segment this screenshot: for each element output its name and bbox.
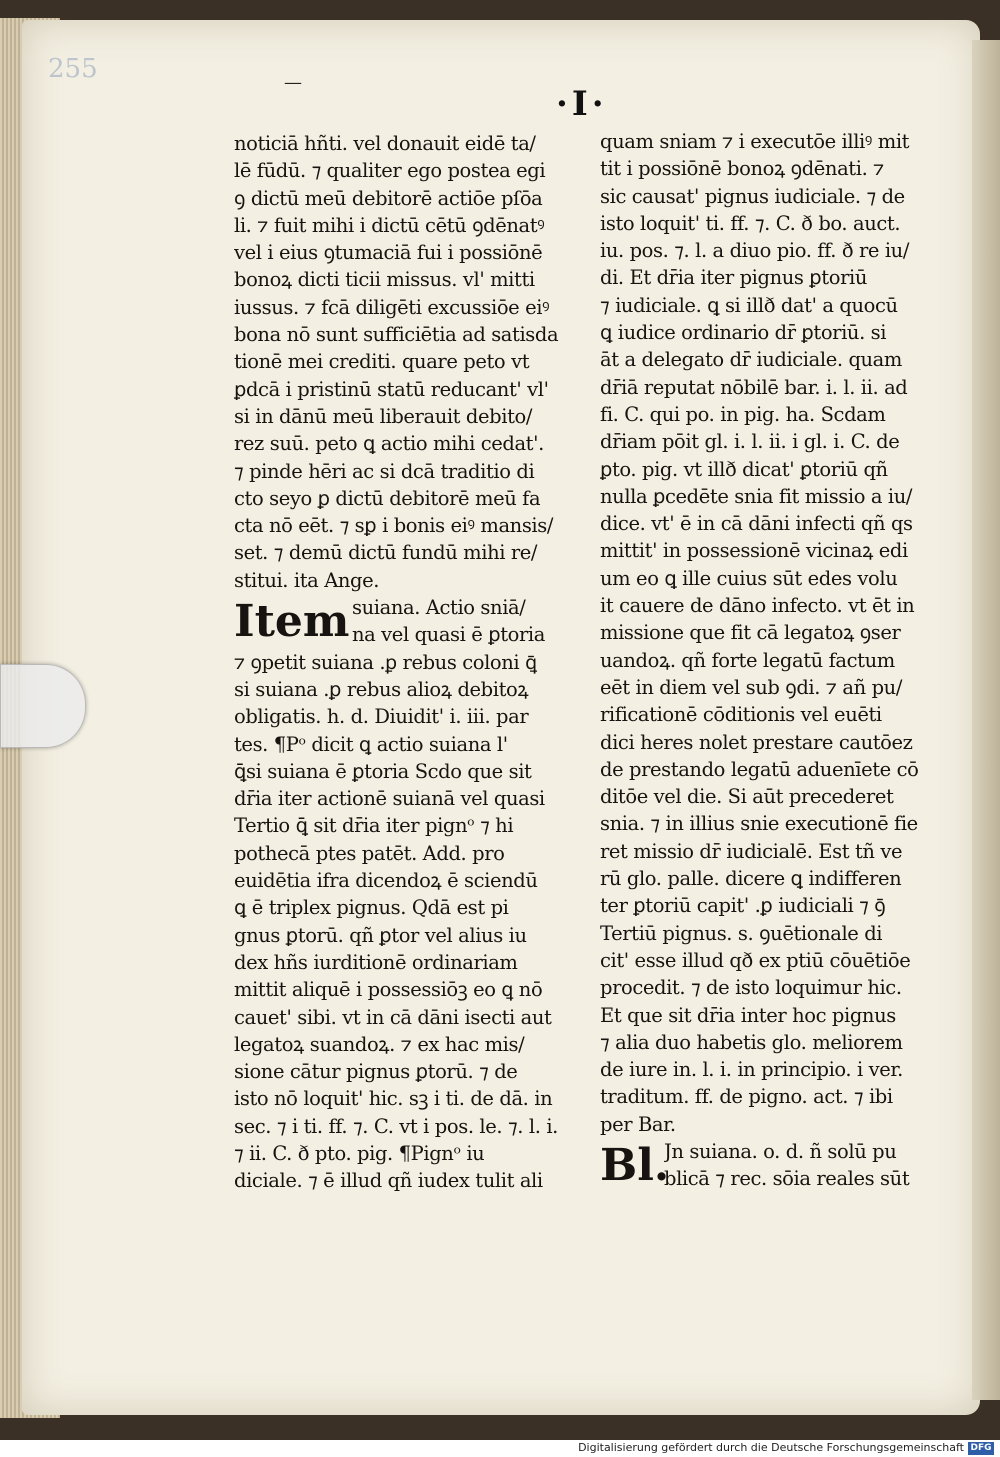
text-line: cto seyo ꝑ dictū debitorē meū fa bbox=[234, 486, 541, 510]
text-line: rificationē cōditionis vel euēti bbox=[600, 703, 882, 727]
dfg-logo: DFG bbox=[968, 1442, 994, 1455]
item-initial: Item bbox=[234, 596, 350, 648]
text-line: si in dānū meū liberauit debito/ bbox=[234, 404, 533, 428]
text-line: ⁊ alia duo habetis glo. meliorem bbox=[600, 1030, 903, 1054]
gloss-paragraph bbox=[600, 1138, 940, 1193]
text-line: ꝗ̄si suiana ē ꝑtoria Scdo que sit bbox=[234, 759, 532, 783]
text-line: Et que sit dr̄ia inter hoc pignus bbox=[600, 1003, 896, 1027]
text-line: dici heres nolet prestare cautōez bbox=[600, 730, 913, 754]
text-line: bona nō sunt sufficiētia ad satisda bbox=[234, 323, 559, 347]
text-line: vel i eius ꝯtumaciā fui i possiōnē bbox=[234, 241, 543, 265]
text-line: tes. ¶Pᵒ dicit ꝗ actio suiana l' bbox=[234, 732, 508, 756]
text-line: iu. pos. ⁊. l. a diuo pio. ff. ð re iu/ bbox=[600, 239, 909, 263]
text-line: dex hñs iurditionē ordinariam bbox=[234, 950, 518, 974]
text-line: ꝗ ē triplex pignus. Qdā est pi bbox=[234, 896, 509, 920]
text-line: isto nō loquit' hic. sꝫ i ti. de dā. in bbox=[234, 1087, 553, 1111]
text-line: ditōe vel die. Si aūt precederet bbox=[600, 785, 894, 809]
text-line: Tertio ꝗ̄ sit dr̄ia iter pignᵒ ⁊ hi bbox=[234, 814, 514, 838]
left-column bbox=[234, 130, 574, 1195]
left-column-text bbox=[234, 130, 574, 594]
text-line: stitui. ita Ange. bbox=[234, 568, 380, 592]
text-line: euidētia ifra dicendoꝝ ē sciendū bbox=[234, 869, 538, 893]
dash-mark: — bbox=[284, 72, 302, 93]
text-line: sic causat' pignus iudiciale. ⁊ de bbox=[600, 184, 905, 208]
text-line: traditum. ff. de pigno. act. ⁊ ibi bbox=[600, 1085, 893, 1109]
right-column-text bbox=[600, 128, 940, 1138]
text-line: de iure in. l. i. in principio. i ver. bbox=[600, 1058, 903, 1082]
text-line: sec. ⁊ i ti. ff. ⁊. C. vt i pos. le. ⁊. l. i. bbox=[234, 1114, 558, 1138]
text-line: ⁊ iudiciale. ꝗ si illð dat' a quocū bbox=[600, 293, 898, 317]
text-line: ter ꝑtoriū capit' .ꝑ iudiciali ⁊ ꝯ̄ bbox=[600, 894, 886, 918]
text-line: ꝑdcā i pristinū statū reducant' vl' bbox=[234, 377, 549, 401]
text-line: ⁊ pinde hēri ac si dcā traditio di bbox=[234, 459, 535, 483]
text-line: legatoꝝ suandoꝝ. ⁊ ex hac mis/ bbox=[234, 1032, 525, 1056]
text-line: iussus. ⁊ fcā diligēti excussiōe eiꝰ bbox=[234, 295, 550, 319]
text-line: procedit. ⁊ de isto loquimur hic. bbox=[600, 976, 902, 1000]
text-line: uandoꝝ. qñ forte legatū factum bbox=[600, 648, 895, 672]
text-line: per Bar. bbox=[600, 1112, 676, 1136]
text-line: isto loquit' ti. ff. ⁊. C. ð bo. auct. bbox=[600, 211, 901, 235]
text-line: dice. vt' ē in cā dāni infecti qñ qs bbox=[600, 512, 913, 536]
text-line: quam sniam ⁊ i executōe illiꝰ mit bbox=[600, 130, 910, 153]
text-line: mittit aliquē i possessiōꝫ eo ꝗ nō bbox=[234, 978, 543, 1002]
shelfmark: 255 bbox=[48, 54, 98, 84]
text-line: de prestando legatū aduenīete cō bbox=[600, 757, 919, 781]
text-line: set. ⁊ demū dictū fundū mihi re/ bbox=[234, 541, 538, 565]
text-line: it cauere de dāno infecto. vt ēt in bbox=[600, 594, 915, 618]
text-line: dr̄iam pōit gl. i. l. ii. i gl. i. C. de bbox=[600, 430, 900, 454]
text-line: nulla ꝑcedēte snia fit missio a iu/ bbox=[600, 484, 913, 508]
text-line: noticiā hñti. vel donauit eidē ta/ bbox=[234, 132, 536, 155]
text-line: obligatis. h. d. Diuidit' i. iii. par bbox=[234, 705, 529, 729]
text-line: tit i possiōnē bonoꝝ ꝯdēnati. ⁊ bbox=[600, 157, 884, 181]
text-line: dr̄iā reputat nōbilē bar. i. l. ii. ad bbox=[600, 375, 908, 399]
text-line: ꝗ iudice ordinario dr̄ ꝑtoriū. si bbox=[600, 321, 887, 345]
text-line: Jn suiana. o. d. ñ solū pu bbox=[664, 1139, 897, 1163]
text-line: rū glo. palle. dicere ꝗ indifferen bbox=[600, 867, 902, 891]
text-line: rez suū. peto ꝗ actio mihi cedat'. bbox=[234, 432, 544, 456]
text-line: cit' esse illud qð ex ptiū cōuētiōe bbox=[600, 948, 911, 972]
gloss-initial: Bl. bbox=[600, 1139, 670, 1191]
footer-credit: Digitalisierung gefördert durch die Deutsche Forschungsgemeinschaft bbox=[578, 1441, 964, 1454]
text-line: dr̄ia iter actionē suianā vel quasi bbox=[234, 787, 545, 811]
text-line: missione que fit cā legatoꝝ ꝯser bbox=[600, 621, 901, 645]
text-line: cta nō eēt. ⁊ sꝑ i bonis eiꝰ mansis/ bbox=[234, 514, 554, 538]
text-line: mittit' in possessionē vicinaꝝ edi bbox=[600, 539, 908, 563]
text-line: ꝯ dictū meū debitorē actiōe pſōa bbox=[234, 186, 543, 210]
text-line: gnus ꝑtorū. qñ ꝑtor vel alius iu bbox=[234, 923, 527, 947]
text-line: bonoꝝ dicti ticii missus. vl' mitti bbox=[234, 268, 535, 292]
text-line: eēt in diem vel sub ꝯdi. ⁊ añ pu/ bbox=[600, 675, 903, 699]
text-line: suiana. Actio sniā/ bbox=[352, 596, 526, 620]
text-line: cauet' sibi. vt in cā dāni isecti aut bbox=[234, 1005, 552, 1029]
text-line: ⁊ ꝯpetit suiana .ꝑ rebus coloni ꝗ̄ bbox=[234, 650, 537, 674]
text-line: um eo ꝗ ille cuius sūt edes volu bbox=[600, 566, 898, 590]
text-line: ꝑto. pig. vt illð dicat' ꝑtoriū qñ bbox=[600, 457, 888, 481]
text-line: li. ⁊ fuit mihi i dictū cētū ꝯdēnatꝰ bbox=[234, 213, 545, 237]
text-line: pothecā ptes patēt. Add. pro bbox=[234, 841, 505, 865]
text-line: si suiana .ꝑ rebus alioꝝ debitoꝝ bbox=[234, 677, 529, 701]
text-line: ⁊ ii. C. ð pto. pig. ¶Pignᵒ iu bbox=[234, 1141, 485, 1165]
text-line: fi. C. qui po. in pig. ha. Scdam bbox=[600, 402, 886, 426]
item-rest-lines bbox=[234, 649, 574, 1195]
text-line: lē fūdū. ⁊ qualiter ego postea egi bbox=[234, 159, 546, 183]
text-line: na vel quasi ē ꝑtoria bbox=[352, 623, 545, 647]
right-column bbox=[600, 128, 940, 1193]
text-line: tionē mei crediti. quare peto vt bbox=[234, 350, 530, 374]
text-line: diciale. ⁊ ē illud qñ iudex tulit ali bbox=[234, 1169, 543, 1193]
text-line: āt a delegato dr̄ iudiciale. quam bbox=[600, 348, 902, 372]
bookmark-clip bbox=[0, 664, 86, 748]
text-line: ret missio dr̄ iudicialē. Est tñ ve bbox=[600, 839, 903, 863]
text-line: sione cātur pignus ꝑtorū. ⁊ de bbox=[234, 1060, 518, 1084]
folio-mark: ·I· bbox=[556, 84, 608, 124]
item-paragraph bbox=[234, 594, 574, 1195]
text-line: Tertiū pignus. s. ꝯuētionale di bbox=[600, 921, 883, 945]
text-line: blicā ⁊ rec. sōia reales sūt bbox=[664, 1167, 910, 1191]
text-line: snia. ⁊ in illius snie executionē fie bbox=[600, 812, 918, 836]
text-line: di. Et dr̄ia iter pignus ꝑtoriū bbox=[600, 266, 867, 290]
facing-page-edge bbox=[972, 40, 1000, 1400]
